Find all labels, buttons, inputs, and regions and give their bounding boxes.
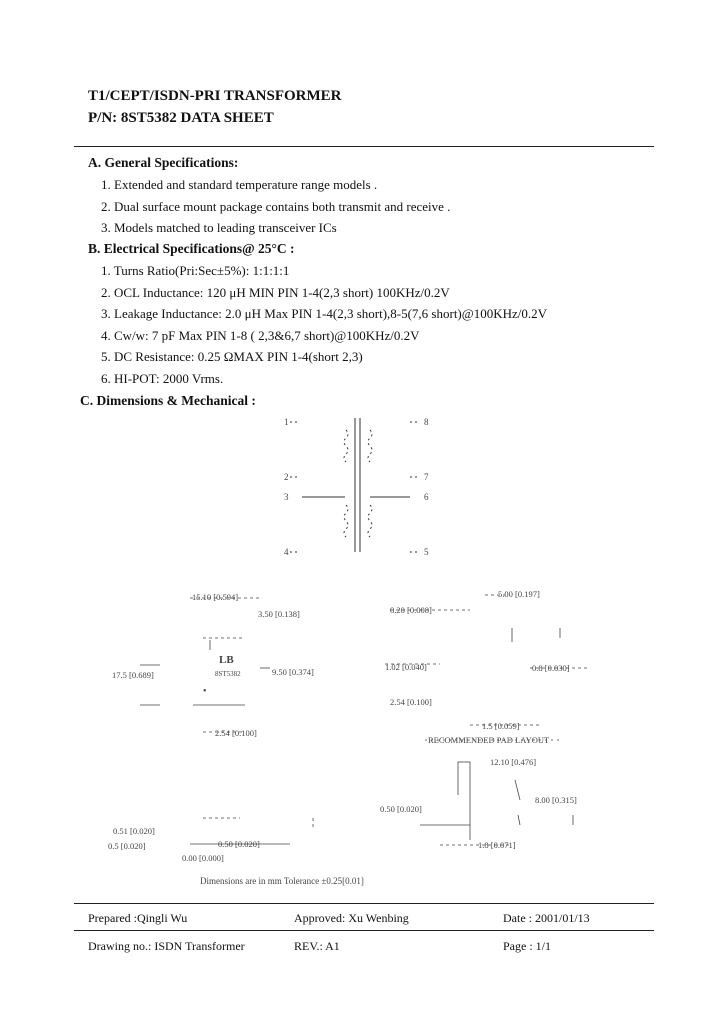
component-logo: LB [219, 654, 234, 666]
top-view-outline [140, 598, 270, 732]
general-spec-item: 3. Models matched to leading transceiver ICs [101, 220, 337, 235]
dim-top-width: 15.10 [0.594] [192, 592, 239, 602]
footer-divider [74, 930, 654, 931]
dim-lead-d: 0.00 [0.000] [182, 853, 224, 863]
drawing-number: Drawing no.: ISDN Transformer [88, 939, 245, 953]
dim-pad-c: 0.50 [0.020] [380, 804, 422, 814]
footer-divider [74, 903, 654, 904]
dim-side-a: 0.20 [0.008] [390, 605, 432, 615]
electrical-spec-item: 2. OCL Inductance: 120 μH MIN PIN 1-4(2,3 short) 100KHz/0.2V [101, 285, 450, 300]
dim-right-depth: 9.50 [0.374] [272, 667, 314, 677]
pin-label: 3 [284, 492, 289, 502]
dim-side-d: 2.54 [0.100] [390, 697, 432, 707]
general-spec-heading: A. General Specifications: [88, 155, 239, 170]
dim-pin-row: 3.50 [0.138] [258, 609, 300, 619]
part-number-title: P/N: 8ST5382 DATA SHEET [88, 110, 274, 126]
electrical-spec-item: 4. Cw/w: 7 pF Max PIN 1-8 ( 2,3&6,7 short)@100KHz/0.2V [101, 328, 420, 343]
pin-label: 7 [424, 472, 429, 482]
document-title: T1/CEPT/ISDN-PRI TRANSFORMER [88, 88, 342, 104]
pad-layout-note: RECOMMENDED PAD LAYOUT [428, 735, 550, 745]
component-marking: 8ST5382 [215, 670, 241, 678]
electrical-spec-item: 3. Leakage Inductance: 2.0 μH Max PIN 1-4(2,3 short),8-5(7,6 short)@100KHz/0.2V [101, 306, 548, 321]
dim-side-e: 1.5 [0.059] [482, 721, 520, 731]
pin-label: 8 [424, 417, 429, 427]
pin-label: 6 [424, 492, 429, 502]
electrical-spec-item: 1. Turns Ratio(Pri:Sec±5%): 1:1:1:1 [101, 263, 290, 278]
dim-body-height: 17.5 [0.689] [112, 670, 154, 680]
dim-lead-b: 0.50 [0.020] [218, 839, 260, 849]
dim-lead-a: 0.51 [0.020] [113, 826, 155, 836]
dim-side-top: 5.00 [0.197] [498, 589, 540, 599]
transformer-schematic [290, 418, 420, 552]
revision: REV.: A1 [294, 939, 340, 953]
dim-side-c: 0.8 [0.030] [532, 663, 570, 673]
pin-label: 1 [284, 417, 289, 427]
dim-pad-a: 12.10 [0.476] [490, 757, 537, 767]
svg-text:•: • [203, 686, 207, 697]
document-date: Date : 2001/01/13 [503, 911, 590, 925]
dim-pad-b: 8.00 [0.315] [535, 795, 577, 805]
dim-pitch: 2.54 [0.100] [215, 728, 257, 738]
approved-by: Approved: Xu Wenbing [294, 911, 409, 925]
dimension-note: Dimensions are in mm Tolerance ±0.25[0.01] [200, 876, 364, 886]
dim-pad-d: 1.8 [0.071] [478, 840, 516, 850]
general-spec-item: 1. Extended and standard temperature range models . [101, 177, 378, 192]
dim-side-b: 1.02 [0.040] [385, 662, 427, 672]
electrical-spec-item: 5. DC Resistance: 0.25 ΩMAX PIN 1-4(short 2,3) [101, 349, 363, 364]
mechanical-heading: C. Dimensions & Mechanical : [80, 393, 256, 408]
pin-label: 2 [284, 472, 289, 482]
prepared-by: Prepared :Qingli Wu [88, 911, 188, 925]
page-number: Page : 1/1 [503, 939, 551, 953]
pin-label: 5 [424, 547, 429, 557]
general-spec-item: 2. Dual surface mount package contains both transmit and receive . [101, 199, 451, 214]
dim-lead-c: 0.5 [0.020] [108, 841, 146, 851]
electrical-spec-heading: B. Electrical Specifications@ 25°C : [88, 241, 295, 256]
electrical-spec-item: 6. HI-POT: 2000 Vrms. [101, 371, 224, 386]
pin-label: 4 [284, 547, 289, 557]
